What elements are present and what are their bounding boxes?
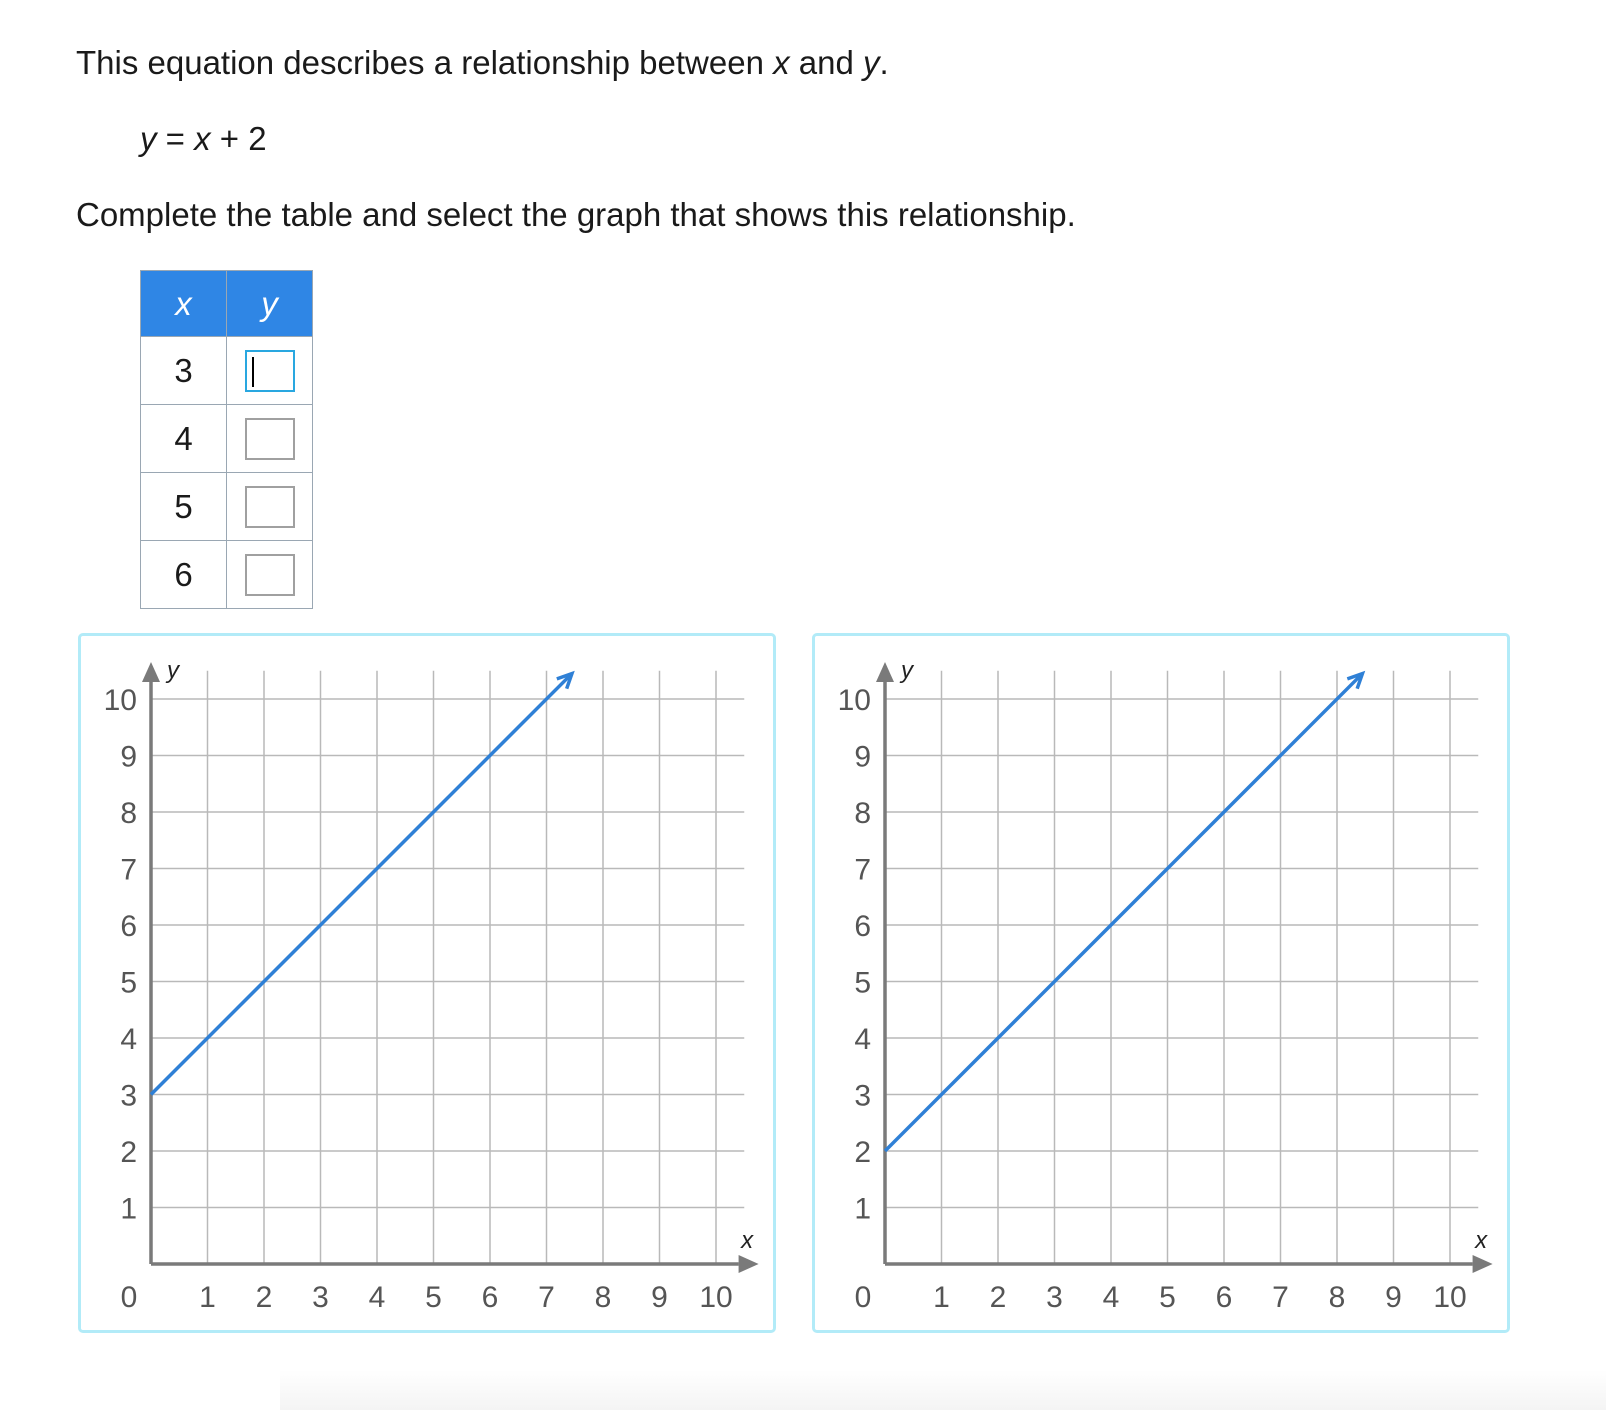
y-tick-label: 9 <box>854 740 871 774</box>
y-tick-label: 2 <box>120 1136 137 1169</box>
y-tick-label: 8 <box>120 797 137 830</box>
prompt-text: This equation describes a relationship between <box>76 44 774 81</box>
x-tick-label: 10 <box>699 1281 733 1314</box>
y-cell <box>227 405 313 473</box>
question-prompt <box>76 44 889 82</box>
x-tick-label: 2 <box>989 1281 1007 1314</box>
y-tick-label: 3 <box>854 1079 871 1113</box>
x-tick-label: 1 <box>199 1281 216 1314</box>
y-input-4[interactable] <box>245 554 295 596</box>
y-tick-label: 3 <box>120 1079 137 1113</box>
x-tick-label: 0 <box>854 1281 872 1314</box>
y-tick-label: 1 <box>120 1192 137 1226</box>
graph-option-a[interactable] <box>78 633 776 1333</box>
y-tick-label: 1 <box>854 1192 871 1226</box>
header-x: x <box>141 271 227 337</box>
header-y: y <box>227 271 313 337</box>
y-input-2[interactable] <box>245 418 295 460</box>
y-input-3[interactable] <box>245 486 295 528</box>
y-axis-label: y <box>901 657 913 685</box>
y-tick-label: 2 <box>854 1136 871 1169</box>
table-row <box>141 405 313 473</box>
series-line <box>151 674 572 1095</box>
x-tick-label: 6 <box>481 1281 499 1314</box>
table-row <box>141 473 313 541</box>
y-cell <box>227 541 313 609</box>
series-line <box>885 674 1362 1151</box>
x-cell: 4 <box>141 405 227 473</box>
x-tick-label: 9 <box>1385 1281 1402 1314</box>
x-tick-label: 2 <box>255 1281 273 1314</box>
y-tick-label: 7 <box>120 853 137 887</box>
y-tick-label: 8 <box>854 797 871 830</box>
y-input-1[interactable] <box>245 350 295 392</box>
prompt-text: . <box>879 44 889 81</box>
y-tick-label: 5 <box>120 966 137 1000</box>
x-cell: 5 <box>141 473 227 541</box>
graph-a-chart <box>81 636 773 1330</box>
x-tick-label: 6 <box>1215 1281 1233 1314</box>
graph-b-chart <box>815 636 1507 1330</box>
y-cell <box>227 473 313 541</box>
instruction: Complete the table and select the graph that shows this relationship. <box>76 196 1076 233</box>
x-cell: 6 <box>141 541 227 609</box>
x-tick-label: 3 <box>1046 1281 1063 1314</box>
equation-rest: + 2 <box>210 120 267 157</box>
y-tick-label: 4 <box>120 1023 137 1056</box>
y-tick-label: 9 <box>120 740 137 774</box>
x-tick-label: 7 <box>1272 1281 1289 1314</box>
y-tick-label: 10 <box>837 684 871 717</box>
x-tick-label: 4 <box>368 1281 386 1314</box>
y-tick-label: 10 <box>103 684 137 717</box>
x-tick-label: 1 <box>933 1281 950 1314</box>
x-tick-label: 4 <box>1102 1281 1120 1314</box>
y-tick-label: 6 <box>120 910 137 943</box>
y-cell <box>227 337 313 405</box>
x-axis-arrow <box>1473 1255 1493 1273</box>
prompt-var-x: x <box>773 44 790 81</box>
x-tick-label: 7 <box>538 1281 555 1314</box>
bottom-shadow <box>280 1370 1606 1410</box>
x-axis-label: x <box>1475 1227 1488 1254</box>
x-tick-label: 5 <box>425 1281 442 1314</box>
y-tick-label: 5 <box>854 966 871 1000</box>
x-tick-label: 0 <box>120 1281 138 1314</box>
y-axis-arrow <box>142 662 160 682</box>
x-cell: 3 <box>141 337 227 405</box>
table-row <box>141 541 313 609</box>
y-tick-label: 7 <box>854 853 871 887</box>
x-tick-label: 9 <box>651 1281 668 1314</box>
equation-y: y <box>140 120 157 157</box>
text-caret <box>252 357 254 387</box>
x-tick-label: 10 <box>1433 1281 1467 1314</box>
y-axis-arrow <box>876 662 894 682</box>
y-tick-label: 6 <box>854 910 871 943</box>
equation-x: x <box>194 120 211 157</box>
graph-option-b[interactable] <box>812 633 1510 1333</box>
equation <box>140 120 267 158</box>
x-tick-label: 8 <box>594 1281 612 1314</box>
y-tick-label: 4 <box>854 1023 871 1056</box>
xy-table <box>140 270 313 609</box>
equation-equals: = <box>156 120 195 157</box>
table-header-row <box>141 271 313 337</box>
prompt-var-y: y <box>863 44 880 81</box>
x-tick-label: 8 <box>1328 1281 1346 1314</box>
x-axis-label: x <box>741 1227 754 1254</box>
y-axis-label: y <box>167 657 179 685</box>
x-tick-label: 3 <box>312 1281 329 1314</box>
prompt-text: and <box>789 44 863 81</box>
table-row <box>141 337 313 405</box>
x-axis-arrow <box>739 1255 759 1273</box>
x-tick-label: 5 <box>1159 1281 1176 1314</box>
